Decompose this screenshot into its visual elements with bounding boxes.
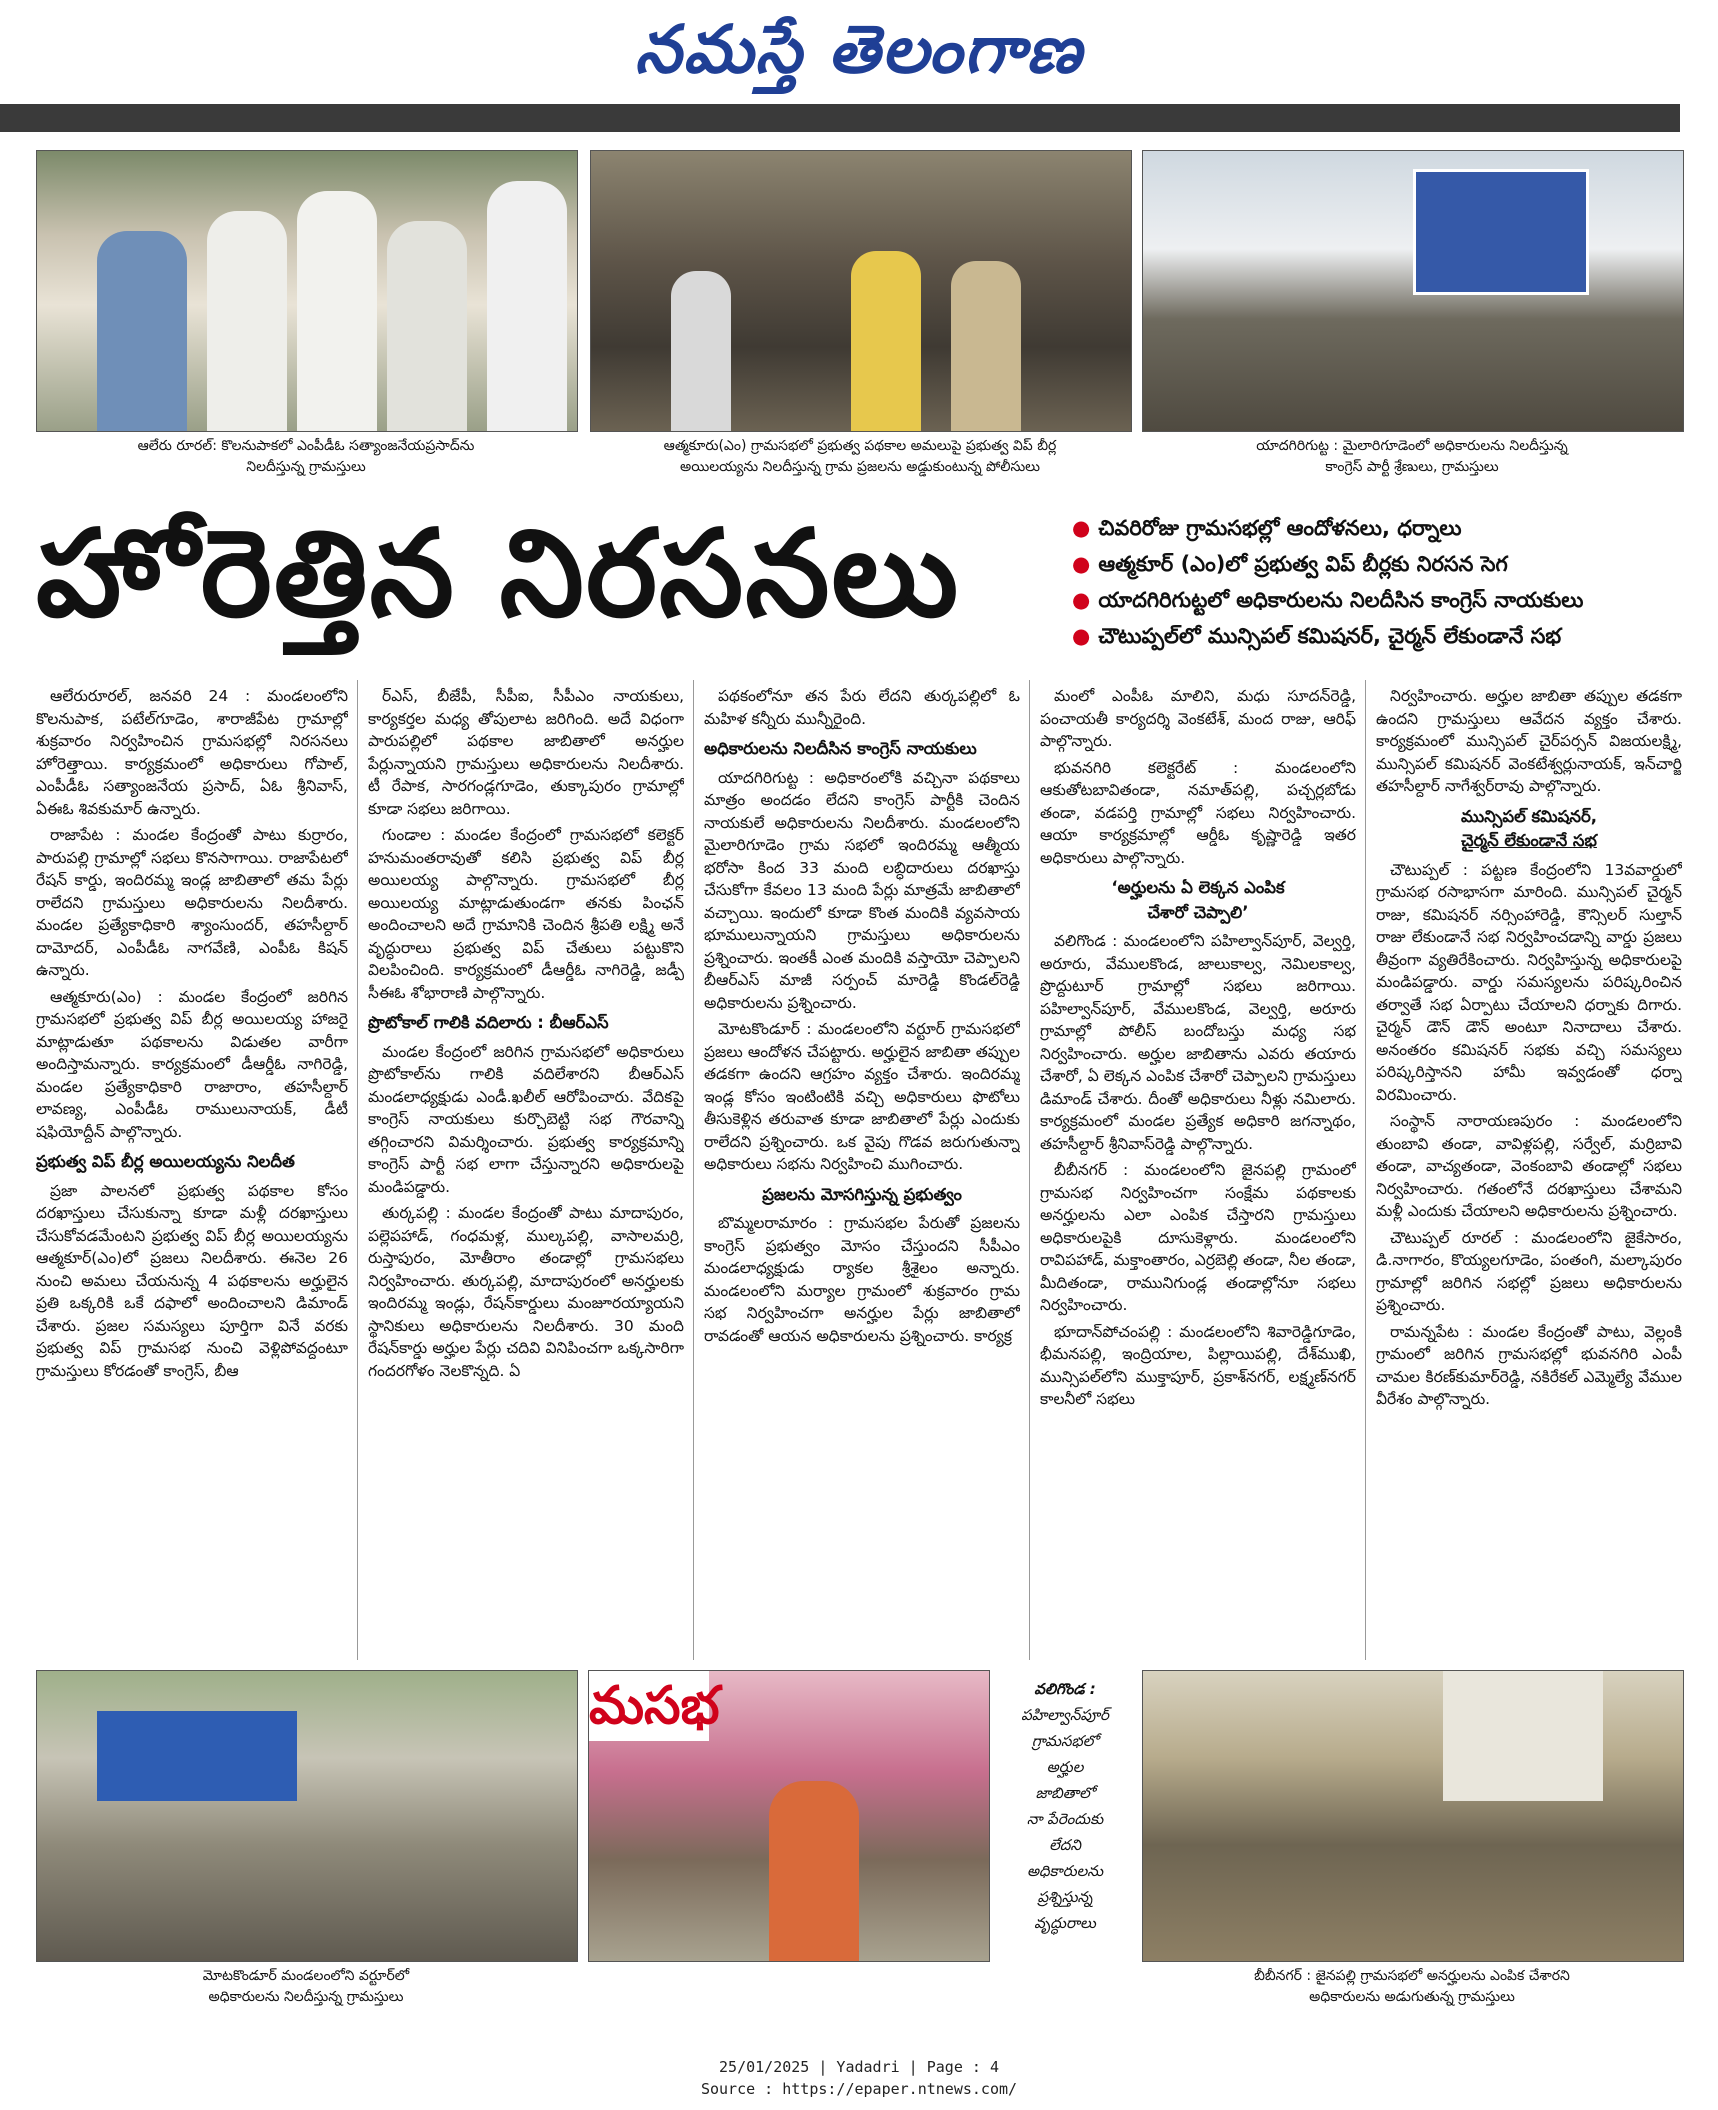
subheading: మున్సిపల్‌ కమిషనర్‌,	[1460, 806, 1597, 826]
subheading: చైర్మన్‌ లేకుండానే సభ	[1461, 831, 1597, 850]
subheading: ప్రొటోకాల్‌ గాలికి వదిలారు : బీఆర్‌ఎస్‌	[368, 1013, 609, 1032]
bullet-item: ● ఆత్మకూర్‌ (ఎం)లో ప్రభుత్వ విప్‌ బీర్లకు నిరసన సెగ	[1072, 552, 1508, 576]
photo-bibinagar	[1142, 1670, 1684, 1962]
subheading: అధికారులను నిలదీసిన కాంగ్రెస్‌ నాయకులు	[704, 739, 977, 758]
bullet-item: ● చివరిరోజు గ్రామసభల్లో ఆందోళనలు, ధర్నాలు	[1072, 516, 1462, 540]
caption-yadagirigutta: యాదగిరిగుట్ట : మైలారిగూడెంలో అధికారులను నిలదీస్తున్న కాంగ్రెస్‌ పార్టీ శ్రేణులు, గ్రామస్తులు	[1256, 438, 1568, 475]
photo-motakondur	[36, 1670, 578, 1962]
bullet-list	[1072, 510, 1692, 654]
subheading: చేశారో చెప్పాలి’	[1147, 902, 1249, 922]
footer-source: Source : https://epaper.ntnews.com/	[700, 2080, 1018, 2098]
caption-motakondur: మోటకొండూర్‌ మండలంలోని వర్టూర్‌లో అధికారులను నిలదీస్తున్న గ్రామస్తులు	[202, 1968, 410, 2005]
bullet-dot-icon: ●	[1072, 516, 1091, 540]
bullet-dot-icon: ●	[1072, 624, 1091, 648]
column-divider	[1365, 680, 1366, 1660]
caption-bibinagar: బీబీనగర్‌ : జైనపల్లి గ్రామసభలో అనర్హులను ఎంపిక చేశారని అధికారులను అడుగుతున్న గ్రామస్తులు	[1254, 1968, 1570, 2005]
article-column-1: ఆలేరురూరల్‌, జనవరి 24 : మండలంలోని కొలనుపాక, పటేల్‌గూడెం, శారాజీపేట గ్రామాల్లో శుక్రవారం నిర్వహించిన గ్రామసభల్లో నిరసనలు హోరెత్తాయి. కార్యక్రమంలో అధికారులు గోపాల్‌, ఎంపీడీఓ సత్యాంజనేయ ప్రసాద్‌, ఏఓ శ్రీనివాస్‌, ఏఈఓ శివకుమార్‌ ఉన్నారు. రాజాపేట : మండల కేంద్రంతో పాటు కుర్రారం, పారుపల్లి గ్రామాల్లో సభలు కొనసాగాయి. రాజాపేటలో రేషన్‌ కార్డు, ఇందిరమ్మ ఇండ్ల జాబితాలో తమ పేర్లు రాలేదని గ్రామస్తులు అధికారులను నిలదీశారు. మండల ప్రత్యేకాధికారి శ్యాంసుందర్‌, తహసీల్దార్‌ దామోదర్‌, ఎంపీడీఓ నాగవేణి, ఎంపీఓ కిషన్‌ ఉన్నారు. ఆత్మకూరు(ఎం) : మండల కేంద్రంలో జరిగిన గ్రామసభలో ప్రభుత్వ విప్‌ బీర్ల అయిలయ్య హాజరై మాట్లాడుతూ పథకాలను విడుతల వారీగా అందిస్తామన్నారు. కార్యక్రమంలో డీఆర్డీఓ నాగిరెడ్డి, మండల ప్రత్యేకాధికారి రాజారాం, తహసీల్దార్‌ లావణ్య, ఎంపీడీఓ రాములునాయక్‌, డీటీ షఫియోద్దీన్‌ పాల్గొన్నారు. ప్రభుత్వ విప్‌ బీర్ల అయిలయ్యను నిలదీత ప్రజా పాలనలో ప్రభుత్వ పథకాల కోసం దరఖాస్తులు చేసుకున్నా కూడా మళ్లీ దరఖాస్తులు చేసుకోవడమేంటని ప్రభుత్వ విప్‌ బీర్ల అయిలయ్యను ఆత్మకూర్‌(ఎం)లో ప్రజలు నిలదీశారు. ఈనెల 26 నుంచి అమలు చేయనున్న 4 పథకాలను అర్హులైన ప్రతి ఒక్కరికి ఒకే దఫాలో అందించాలని డిమాండ్‌ చేశారు. ప్రజల సమస్యలు పూర్తిగా వినే వరకు ప్రభుత్వ విప్‌ గ్రామసభ నుంచి వెళ్లిపోవద్దంటూ గ్రామస్తులు కోరడంతో కాంగ్రెస్‌, బీఆ	[36, 687, 348, 1380]
bullet-dot-icon: ●	[1072, 552, 1091, 576]
banner-text: మసభ	[589, 1671, 709, 1741]
masthead	[0, 0, 1718, 100]
article-column-3: పథకంలోనూ తన పేరు లేదని తుర్కపల్లిలో ఓ మహిళ కన్నీరు మున్నీరైంది. అధికారులను నిలదీసిన కాంగ్రెస్‌ నాయకులు యాదగిరిగుట్ట : అధికారంలోకి వచ్చినా పథకాలు మాత్రం అందడం లేదని కాంగ్రెస్‌ పార్టీకి చెందిన నాయకులే అధికారులను నిలదీశారు. మండలంలోని మైలారిగూడెం గ్రామ సభలో ఇందిరమ్మ ఆత్మీయ భరోసా కింద 33 మంది లబ్ధిదారులు దరఖాస్తు చేసుకోగా కేవలం 13 మంది పేర్లు మాత్రమే జాబితాలో వచ్చాయి. ఇందులో కూడా కొంత మందికి వ్యవసాయ భూములున్నాయని గ్రామస్తులు అధికారులను ప్రశ్నించారు. ఇంతకీ ఎంత మందికి వస్తాయో చెప్పాలని బీఆర్‌ఎస్‌ మాజీ సర్పంచ్‌ మారెడ్డి కొండల్‌రెడ్డి అధికారులను ప్రశ్నించారు. మోటకొండూర్‌ : మండలంలోని వర్టూర్‌ గ్రామసభలో ప్రజలు ఆందోళన చేపట్టారు. అర్హులైన జాబితా తప్పుల తడకగా ఉందని ఆగ్రహం వ్యక్తం చేశారు. ఇందిరమ్మ ఇండ్ల కోసం ఇంటింటికి వచ్చి అధికారులు ఫొటోలు తీసుకెళ్లిన తరువాత కూడా జాబితాలో పేర్లు ఎందుకు రాలేదని ప్రశ్నించారు. ఒక వైపు గొడవ జరుగుతున్నా అధికారులు సభను నిర్వహించి ముగించారు. ప్రజలను మోసగిస్తున్న ప్రభుత్వం బొమ్మలరామారం : గ్రామసభల పేరుతో ప్రజలను కాంగ్రెస్‌ ప్రభుత్వం మోసం చేస్తుందని సీపీఎం మండలాధ్యక్షుడు ర్యాకల శ్రీశైలం అన్నారు. మండలంలోని మర్యాల గ్రామంలో శుక్రవారం గ్రామ సభ నిర్వహించగా అనర్హుల పేర్లు జాబితాలో రావడంతో ఆయన అధికారులను ప్రశ్నించారు. కార్యక్ర	[704, 687, 1020, 1345]
header-bar	[0, 104, 1680, 132]
subheading: ప్రజలను మోసగిస్తున్న ప్రభుత్వం	[762, 1184, 962, 1204]
subheading: ప్రభుత్వ విప్‌ బీర్ల అయిలయ్యను నిలదీత	[36, 1152, 295, 1171]
photo-aleru	[36, 150, 578, 432]
column-divider	[1029, 680, 1030, 1660]
photo-valigonda	[588, 1670, 990, 1962]
bullet-item: ● చౌటుప్పల్‌లో మున్సిపల్‌ కమిషనర్‌, చైర్మన్‌ లేకుండానే సభ	[1072, 624, 1562, 648]
photo-yadagirigutta	[1142, 150, 1684, 432]
bullet-item: ● యాదగిరిగుట్టలో అధికారులను నిలదీసిన కాంగ్రెస్‌ నాయకులు	[1072, 588, 1584, 612]
article-column-4: మంలో ఎంపీఓ మాలిని, మధు సూదన్‌రెడ్డి, పంచాయతీ కార్యదర్శి వెంకటేశ్‌, మంద రాజు, ఆరిఫ్‌ పాల్గొన్నారు. భువనగిరి కలెక్టరేట్‌ : మండలంలోని ఆకుతోటబావితండా, నమాత్‌పల్లి, పచ్చర్లబోడు తండా, వడపర్తి గ్రామాల్లో సభలు నిర్వహించారు. ఆయా కార్యక్రమాల్లో ఆర్డీఓ కృష్ణారెడ్డి ఇతర అధికారులు పాల్గొన్నారు. ‘అర్హులను ఏ లెక్కన ఎంపిక చేశారో చెప్పాలి’ వలిగొండ : మండలంలోని పహిల్వాన్‌పూర్‌, వెల్వర్తి, అరూరు, వేములకొండ, జాలుకాల్వ, నెమిలకాల్వ, ప్రొద్దుటూర్‌ గ్రామాల్లో సభలు జరిగాయి. పహిల్వాన్‌పూర్‌, వేములకొండ, వెల్వర్తి, అరూరు గ్రామాల్లో పోలీస్‌ బందోబస్తు మధ్య సభ నిర్వహించారు. అర్హుల జాబితాను ఎవరు తయారు చేశారో, ఏ లెక్కన ఎంపిక చేశారో చెప్పాలని గ్రామస్తులు డిమాండ్‌ చేశారు. దీంతో అధికారులు నీళ్లు నమిలారు. కార్యక్రమంలో మండల ప్రత్యేక అధికారి జగన్నాథం, తహసీల్దార్‌ శ్రీనివాస్‌రెడ్డి పాల్గొన్నారు. బీబీనగర్‌ : మండలంలోని జైనపల్లి గ్రామంలో గ్రామసభ నిర్వహించగా సంక్షేమ పథకాలకు అనర్హులను ఎలా ఎంపిక చేస్తారని గ్రామస్తులు అధికారులపైకి దూసుకెళ్లారు. మండలంలోని రావిపహాడ్‌, మక్తాంతారం, ఎర్రబెల్లి తండా, నీల తండా, మీదితండా, రామునిగుండ్ల తండాల్లోనూ సభలు నిర్వహించారు. భూదాన్‌పోచంపల్లి : మండలంలోని శివారెడ్డిగూడెం, భీమనపల్లి, ఇంద్రియాల, పిల్లాయిపల్లి, దేశ్‌ముఖి, మున్సిపల్‌లోని ముక్తాపూర్‌, ప్రకాశ్‌నగర్‌, లక్ష్మణ్‌నగర్‌ కాలనీలో సభలు	[1040, 687, 1356, 1408]
subheading: ‘అర్హులను ఏ లెక్కన ఎంపిక	[1111, 878, 1285, 897]
side-caption-valigonda: వలిగొండ : పహిల్వాన్‌పూర్‌ గ్రామసభలో అర్హుల జాబితాలో నా పేరెందుకు లేదని అధికారులను ప్రశ్నిస్తున్న వృద్ధురాలు	[1021, 1680, 1109, 1932]
article-column-2: ర్‌ఎస్‌, బీజేపీ, సీపీఐ, సీపీఎం నాయకులు, కార్యకర్తల మధ్య తోపులాట జరిగింది. అదే విధంగా పారుపల్లిలో పథకాల జాబితాలో అనర్హుల పేర్లున్నాయని గ్రామస్తులు అధికారులను నిలదీశారు. టీ రేపాక, సారగండ్లగూడెం, తుక్కాపురం గ్రామాల్లో కూడా సభలు జరిగాయి. గుండాల : మండల కేంద్రంలో గ్రామసభలో కలెక్టర్‌ హనుమంతరావుతో కలిసి ప్రభుత్వ విప్‌ బీర్ల అయిలయ్య పాల్గొన్నారు. గ్రామసభలో బీర్ల అయిలయ్య మాట్లాడుతుండగా తనకు పింఛన్‌ అందించాలని అదే గ్రామానికి చెందిన శ్రీపతి లక్ష్మి అనే వృద్ధురాలు ప్రభుత్వ విప్‌ చేతులు పట్టుకొని విలపించింది. కార్యక్రమంలో డీఆర్డీఓ నాగిరెడ్డి, జడ్పీ సీఈఓ శోభారాణి పాల్గొన్నారు. ప్రొటోకాల్‌ గాలికి వదిలారు : బీఆర్‌ఎస్‌ మండల కేంద్రంలో జరిగిన గ్రామసభలో అధికారులు ప్రొటోకాల్‌ను గాలికి వదిలేశారని బీఆర్‌ఎస్‌ మండలాధ్యక్షుడు ఎండీ.ఖలీల్‌ ఆరోపించారు. వేదికపై కాంగ్రెస్‌ నాయకులు కుర్చొబెట్టి సభ గౌరవాన్ని తగ్గించారని విమర్శించారు. ప్రభుత్వ కార్యక్రమాన్ని కాంగ్రెస్‌ పార్టీ సభ లాగా చేస్తున్నారని అధికారులపై మండిపడ్డారు. తుర్కపల్లి : మండల కేంద్రంతో పాటు మాదాపురం, పల్లెపహాడ్‌, గంధమళ్ల, ముల్కపల్లి, వాసాలమర్రి, రుస్తాపురం, మోతీరాం తండాల్లో గ్రామసభలు నిర్వహించారు. తుర్కపల్లి, మాదాపురంలో అనర్హులకు ఇందిరమ్మ ఇండ్లు, రేషన్‌కార్డులు మంజూరయ్యాయని స్థానికులు అధికారులను నిలదీశారు. 30 మంది రేషన్‌కార్డు అర్హుల పేర్లు చదివి వినిపించగా ఒక్కసారిగా గందరగోళం నెలకొన్నది. ఏ	[368, 687, 684, 1380]
headline: హోరెత్తిన నిరసనలు	[36, 505, 961, 644]
caption-atmakur: ఆత్మకూరు(ఎం) గ్రామసభలో ప్రభుత్వ పథకాల అమలుపై ప్రభుత్వ విప్‌ బీర్ల అయిలయ్యను నిలదీస్తున్న గ్రామ ప్రజలను అడ్డుకుంటున్న పోలీసులు	[663, 438, 1057, 475]
footer-date-edition: 25/01/2025 | Yadadri | Page : 4	[719, 2058, 999, 2076]
column-divider	[693, 680, 694, 1660]
column-divider	[357, 680, 358, 1660]
caption-aleru: ఆలేరు రూరల్‌: కొలనుపాకలో ఎంపీడీఓ సత్యాంజనేయప్రసాద్‌ను నిలదీస్తున్న గ్రామస్తులు	[137, 438, 475, 475]
photo-atmakur	[590, 150, 1132, 432]
article-column-5: నిర్వహించారు. అర్హుల జాబితా తప్పుల తడకగా ఉందని గ్రామస్తులు ఆవేదన వ్యక్తం చేశారు. కార్యక్రమంలో మున్సిపల్‌ చైర్‌పర్సన్‌ విజయలక్ష్మి, మున్సిపల్‌ కమిషనర్‌ వెంకటేశ్వర్లునాయక్‌, ఇన్‌చార్జి తహసీల్దార్‌ నాగేశ్వర్‌రావు పాల్గొన్నారు. మున్సిపల్‌ కమిషనర్‌, చైర్మన్‌ లేకుండానే సభ చౌటుప్పల్‌ : పట్టణ కేంద్రంలోని 13వవార్డులో గ్రామసభ రసాభాసగా మారింది. మున్సిపల్‌ చైర్మన్‌ రాజు, కమిషనర్‌ నర్సింహారెడ్డి, కౌన్సిలర్‌ సుల్తాన్‌ రాజు లేకుండానే సభ నిర్వహించడాన్ని వార్డు ప్రజలు తీవ్రంగా వ్యతిరేకించారు. నిర్వహిస్తున్న అధికారులపై మండిపడ్డారు. వార్డు సమస్యలను పరిష్కరించిన తర్వాతే సభ ఏర్పాటు చేయాలని ధర్నాకు దిగారు. చైర్మన్‌ డౌన్‌ డౌన్‌ అంటూ నినాదాలు చేశారు. అనంతరం కమిషనర్‌ సభకు వచ్చి సమస్యలు పరిష్కరిస్తానని హామీ ఇవ్వడంతో ధర్నా విరమించారు. సంస్థాన్‌ నారాయణపురం : మండలంలోని తుంబావి తండా, వావిళ్లపల్లి, సర్వేల్‌, మర్రిబావి తండా, వాచ్యతండా, వెంకంబావి తండాల్లో సభలు నిర్వహించారు. గతంలోనే దరఖాస్తులు చేశామని మళ్లీ ఎందుకు చేయాలని అధికారులను ప్రశ్నించారు. చౌటుప్పల్‌ రూరల్‌ : మండలంలోని జైకేసారం, డి.నాగారం, కొయ్యలగూడెం, పంతంగి, మల్కాపురం గ్రామాల్లో జరిగిన సభల్లో ప్రజలు అధికారులను ప్రశ్నించారు. రామన్నపేట : మండల కేంద్రంతో పాటు, వెల్లంకి గ్రామంలో జరిగిన గ్రామసభల్లో భువనగిరి ఎంపీ చామల కిరణ్‌కుమార్‌రెడ్డి, నకిరేకల్‌ ఎమ్మెల్యే వేముల వీరేశం పాల్గొన్నారు.	[1376, 687, 1682, 1408]
masthead-logo: నమస్తే తెలంగాణ	[634, 10, 1084, 88]
bullet-dot-icon: ●	[1072, 588, 1091, 612]
